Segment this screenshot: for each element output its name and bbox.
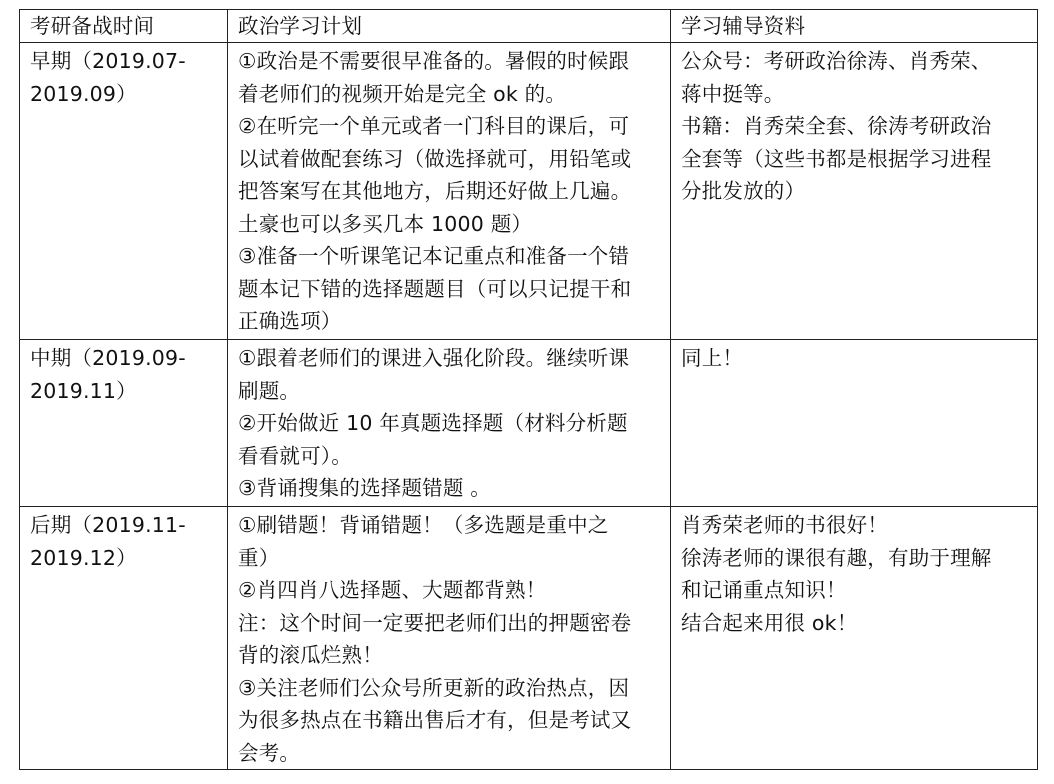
materials-cell xyxy=(671,507,1038,770)
plan-line: ②开始做近 10 年真题选择题（材料分析题 xyxy=(238,411,628,435)
materials-line: 徐涛老师的课很有趣，有助于理解 xyxy=(681,545,992,570)
plan-line: ①跟着老师们的课进入强化阶段。继续听课 xyxy=(238,346,630,370)
materials-line: 和记诵重点知识！ xyxy=(681,578,847,602)
plan-line: ①刷错题！背诵错题！（多选题是重中之 xyxy=(238,513,609,537)
materials-line: 蒋中挺等。 xyxy=(681,81,785,106)
plan-line: 题本记下错的选择题题目（可以只记提干和 xyxy=(238,276,632,301)
period-line: 后期（2019.11- xyxy=(30,513,186,537)
plan-line: ①政治是不需要很早准备的。暑假的时候跟 xyxy=(238,49,630,73)
period-line: 早期（2019.07- xyxy=(30,49,186,73)
materials-cell xyxy=(671,43,1038,340)
period-line: 2019.12） xyxy=(30,545,137,570)
plan-line: 土豪也可以多买几本 1000 题） xyxy=(238,211,533,236)
materials-line: 同上！ xyxy=(681,346,744,370)
materials-line: 全套等（这些书都是根据学习进程 xyxy=(681,146,992,171)
materials-line: 分批发放的） xyxy=(681,179,806,203)
table-header-row xyxy=(20,10,1038,43)
period-cell xyxy=(20,43,228,340)
header-period: 考研备战时间 xyxy=(20,10,228,43)
plan-cell xyxy=(228,507,671,770)
plan-line: 重） xyxy=(238,545,280,570)
materials-cell xyxy=(671,340,1038,507)
plan-line: ②在听完一个单元或者一门科目的课后，可 xyxy=(238,114,630,138)
period-cell xyxy=(20,507,228,770)
plan-line: 着老师们的视频开始是完全 ok 的。 xyxy=(238,81,567,106)
plan-line: ③关注老师们公众号所更新的政治热点，因 xyxy=(238,675,630,700)
period-line: 中期（2019.09- xyxy=(30,346,186,370)
period-line: 2019.09） xyxy=(30,81,137,106)
plan-line: 看看就可）。 xyxy=(238,443,352,468)
plan-line: 为很多热点在书籍出售后才有，但是考试又 xyxy=(238,708,632,732)
table-row-middle xyxy=(20,340,1038,507)
period-cell xyxy=(20,340,228,507)
header-materials: 学习辅导资料 xyxy=(671,10,1038,43)
materials-line: 书籍：肖秀荣全套、徐涛考研政治 xyxy=(681,114,992,138)
table-row-late xyxy=(20,507,1038,770)
plan-line: 把答案写在其他地方，后期还好做上几遍。 xyxy=(238,179,632,203)
plan-line: ③准备一个听课笔记本记重点和准备一个错 xyxy=(238,244,630,268)
study-plan-table xyxy=(19,9,1038,770)
header-plan: 政治学习计划 xyxy=(228,10,671,43)
plan-line: ③背诵搜集的选择题错题 。 xyxy=(238,476,491,500)
materials-line: 结合起来用很 ok！ xyxy=(681,610,858,635)
plan-line: 以试着做配套练习（做选择就可，用铅笔或 xyxy=(238,146,632,171)
plan-line: 会考。 xyxy=(238,740,301,765)
materials-line: 公众号：考研政治徐涛、肖秀荣、 xyxy=(681,49,992,73)
table-row-early xyxy=(20,43,1038,340)
plan-line: ②肖四肖八选择题、大题都背熟！ xyxy=(238,578,547,602)
plan-line: 正确选项） xyxy=(238,309,342,333)
plan-cell xyxy=(228,43,671,340)
materials-line: 肖秀荣老师的书很好！ xyxy=(681,513,888,537)
plan-line: 刷题。 xyxy=(238,378,301,403)
period-line: 2019.11） xyxy=(30,378,137,403)
plan-line: 背的滚瓜烂熟！ xyxy=(238,643,383,667)
plan-cell xyxy=(228,340,671,507)
plan-line: 注：这个时间一定要把老师们出的押题密卷 xyxy=(238,610,632,635)
